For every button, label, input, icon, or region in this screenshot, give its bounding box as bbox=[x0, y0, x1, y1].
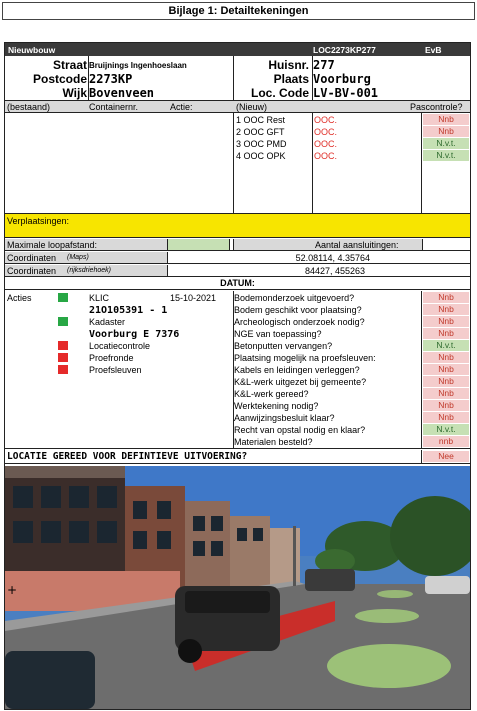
plaats-value: Voorburg bbox=[313, 72, 371, 86]
header-initials: EvB bbox=[425, 45, 442, 55]
detail-sheet bbox=[4, 42, 471, 710]
question-status: Nnb bbox=[423, 304, 469, 315]
datum-label: DATUM: bbox=[220, 278, 255, 288]
datum-row bbox=[5, 278, 470, 290]
container-item-name: 4 OOC OPK bbox=[236, 151, 286, 161]
aansluitingen-label: Aantal aansluitingen: bbox=[315, 240, 399, 250]
nieuw-label: (Nieuw) bbox=[236, 102, 268, 112]
kadaster-value: Voorburg E 7376 bbox=[89, 329, 180, 340]
address-right bbox=[234, 56, 470, 101]
coord-maps-label: Coordinaten bbox=[7, 253, 57, 263]
coord-rd-label: Coordinaten bbox=[7, 266, 57, 276]
loopafstand-row bbox=[5, 239, 470, 251]
question-status: Nnb bbox=[423, 376, 469, 387]
pascontrole-status: Nnb bbox=[423, 126, 469, 137]
svg-text:+: + bbox=[7, 583, 18, 597]
page-title: Bijlage 1: Detailtekeningen bbox=[2, 2, 475, 20]
plaats-label: Plaats bbox=[273, 72, 309, 86]
question-label: Archeologisch onderzoek nodig? bbox=[234, 317, 365, 327]
pascontrole-status: Nnb bbox=[423, 114, 469, 125]
acties-label: Acties bbox=[7, 293, 32, 303]
question-status: Nnb bbox=[423, 364, 469, 375]
question-label: NGE van toepassing? bbox=[234, 329, 322, 339]
wijk-label: Wijk bbox=[62, 86, 87, 100]
loccode-value: LV-BV-001 bbox=[313, 86, 379, 100]
container-item-code: OOC. bbox=[314, 151, 338, 161]
question-label: Materialen besteld? bbox=[234, 437, 313, 447]
container-header-row bbox=[5, 101, 470, 113]
container-item-name: 2 OOC GFT bbox=[236, 127, 285, 137]
footer-row bbox=[5, 450, 470, 464]
question-label: Betonputten vervangen? bbox=[234, 341, 333, 351]
question-label: K&L-werk gereed? bbox=[234, 389, 309, 399]
question-label: Kabels en leidingen verleggen? bbox=[234, 365, 360, 375]
straat-label: Straat bbox=[52, 58, 87, 72]
proefronde-status-indicator bbox=[58, 353, 68, 362]
postcode-label: Postcode bbox=[32, 72, 87, 86]
question-label: Aanwijzingsbesluit klaar? bbox=[234, 413, 335, 423]
address-left bbox=[5, 56, 234, 101]
kadaster-status-indicator bbox=[58, 317, 68, 326]
question-status: Nnb bbox=[423, 292, 469, 303]
pascontrole-label: Pascontrole? bbox=[410, 102, 463, 112]
verplaatsingen-label: Verplaatsingen: bbox=[7, 216, 70, 226]
header-location-code: LOC2273KP277 bbox=[313, 45, 376, 55]
question-status: Nnb bbox=[423, 352, 469, 363]
question-label: Recht van opstal nodig en klaar? bbox=[234, 425, 366, 435]
postcode-value: 2273KP bbox=[89, 72, 133, 86]
header-bar bbox=[5, 43, 470, 56]
footer-answer: Nee bbox=[423, 451, 469, 462]
question-label: Bodemonderzoek uitgevoerd? bbox=[234, 293, 355, 303]
huisnr-label: Huisnr. bbox=[268, 58, 309, 72]
straat-value: Bruijnings Ingenhoeslaan bbox=[89, 61, 187, 70]
question-status: nnb bbox=[423, 436, 469, 447]
coord-maps-row bbox=[5, 252, 470, 264]
question-status: Nnb bbox=[423, 388, 469, 399]
question-status: Nnb bbox=[423, 328, 469, 339]
klic-label: KLIC bbox=[89, 293, 110, 303]
verplaatsingen-row bbox=[5, 214, 470, 238]
coord-maps-hint: (Maps) bbox=[67, 254, 89, 261]
question-status: Nnb bbox=[423, 412, 469, 423]
loopafstand-value bbox=[168, 239, 230, 250]
question-label: Plaatsing mogelijk na proefsleuven: bbox=[234, 353, 376, 363]
pascontrole-status: N.v.t. bbox=[423, 138, 469, 149]
question-label: Werktekening nodig? bbox=[234, 401, 319, 411]
container-item-code: OOC. bbox=[314, 115, 338, 125]
coord-rd-value: 84427, 455263 bbox=[304, 266, 365, 276]
coord-maps-value: 52.08114, 4.35764 bbox=[295, 253, 370, 263]
proefsleuven-label: Proefsleuven bbox=[89, 365, 142, 375]
question-label: K&L-werk uitgezet bij gemeente? bbox=[234, 377, 367, 387]
coord-rd-row bbox=[5, 265, 470, 277]
container-item-code: OOC. bbox=[314, 127, 338, 137]
containernr-label: Containernr. bbox=[89, 102, 139, 112]
kadaster-label: Kadaster bbox=[89, 317, 126, 327]
container-item-code: OOC. bbox=[314, 139, 338, 149]
question-status: Nnb bbox=[423, 316, 469, 327]
location-photo bbox=[5, 466, 470, 709]
loopafstand-label: Maximale loopafstand: bbox=[7, 240, 98, 250]
locatiecontrole-label: Locatiecontrole bbox=[89, 341, 151, 351]
header-type: Nieuwbouw bbox=[8, 45, 56, 55]
footer-question: LOCATIE GEREED VOOR DEFINTIEVE UITVOERING? bbox=[7, 451, 248, 462]
klic-date: 15-10-2021 bbox=[170, 293, 217, 303]
proefronde-label: Proefronde bbox=[89, 353, 134, 363]
pascontrole-status: N.v.t. bbox=[423, 150, 469, 161]
actie-label: Actie: bbox=[170, 102, 193, 112]
question-status: N.v.t. bbox=[423, 340, 469, 351]
coord-rd-hint: (rijksdriehoek) bbox=[67, 267, 111, 274]
container-item-name: 1 OOC Rest bbox=[236, 115, 286, 125]
huisnr-value: 277 bbox=[313, 58, 335, 72]
klic-status-indicator bbox=[58, 293, 68, 302]
question-label: Bodem geschikt voor plaatsing? bbox=[234, 305, 362, 315]
proefsleuven-status-indicator bbox=[58, 365, 68, 374]
container-item-name: 3 OOC PMD bbox=[236, 139, 287, 149]
acties-block bbox=[5, 291, 470, 449]
container-body bbox=[5, 113, 470, 214]
locatiecontrole-status-indicator bbox=[58, 341, 68, 350]
question-status: Nnb bbox=[423, 400, 469, 411]
question-status: N.v.t. bbox=[423, 424, 469, 435]
klic-number: 21O105391 - 1 bbox=[89, 305, 168, 316]
loccode-label: Loc. Code bbox=[250, 86, 309, 100]
wijk-value: Bovenveen bbox=[89, 86, 155, 100]
bestaand-label: (bestaand) bbox=[7, 102, 51, 112]
